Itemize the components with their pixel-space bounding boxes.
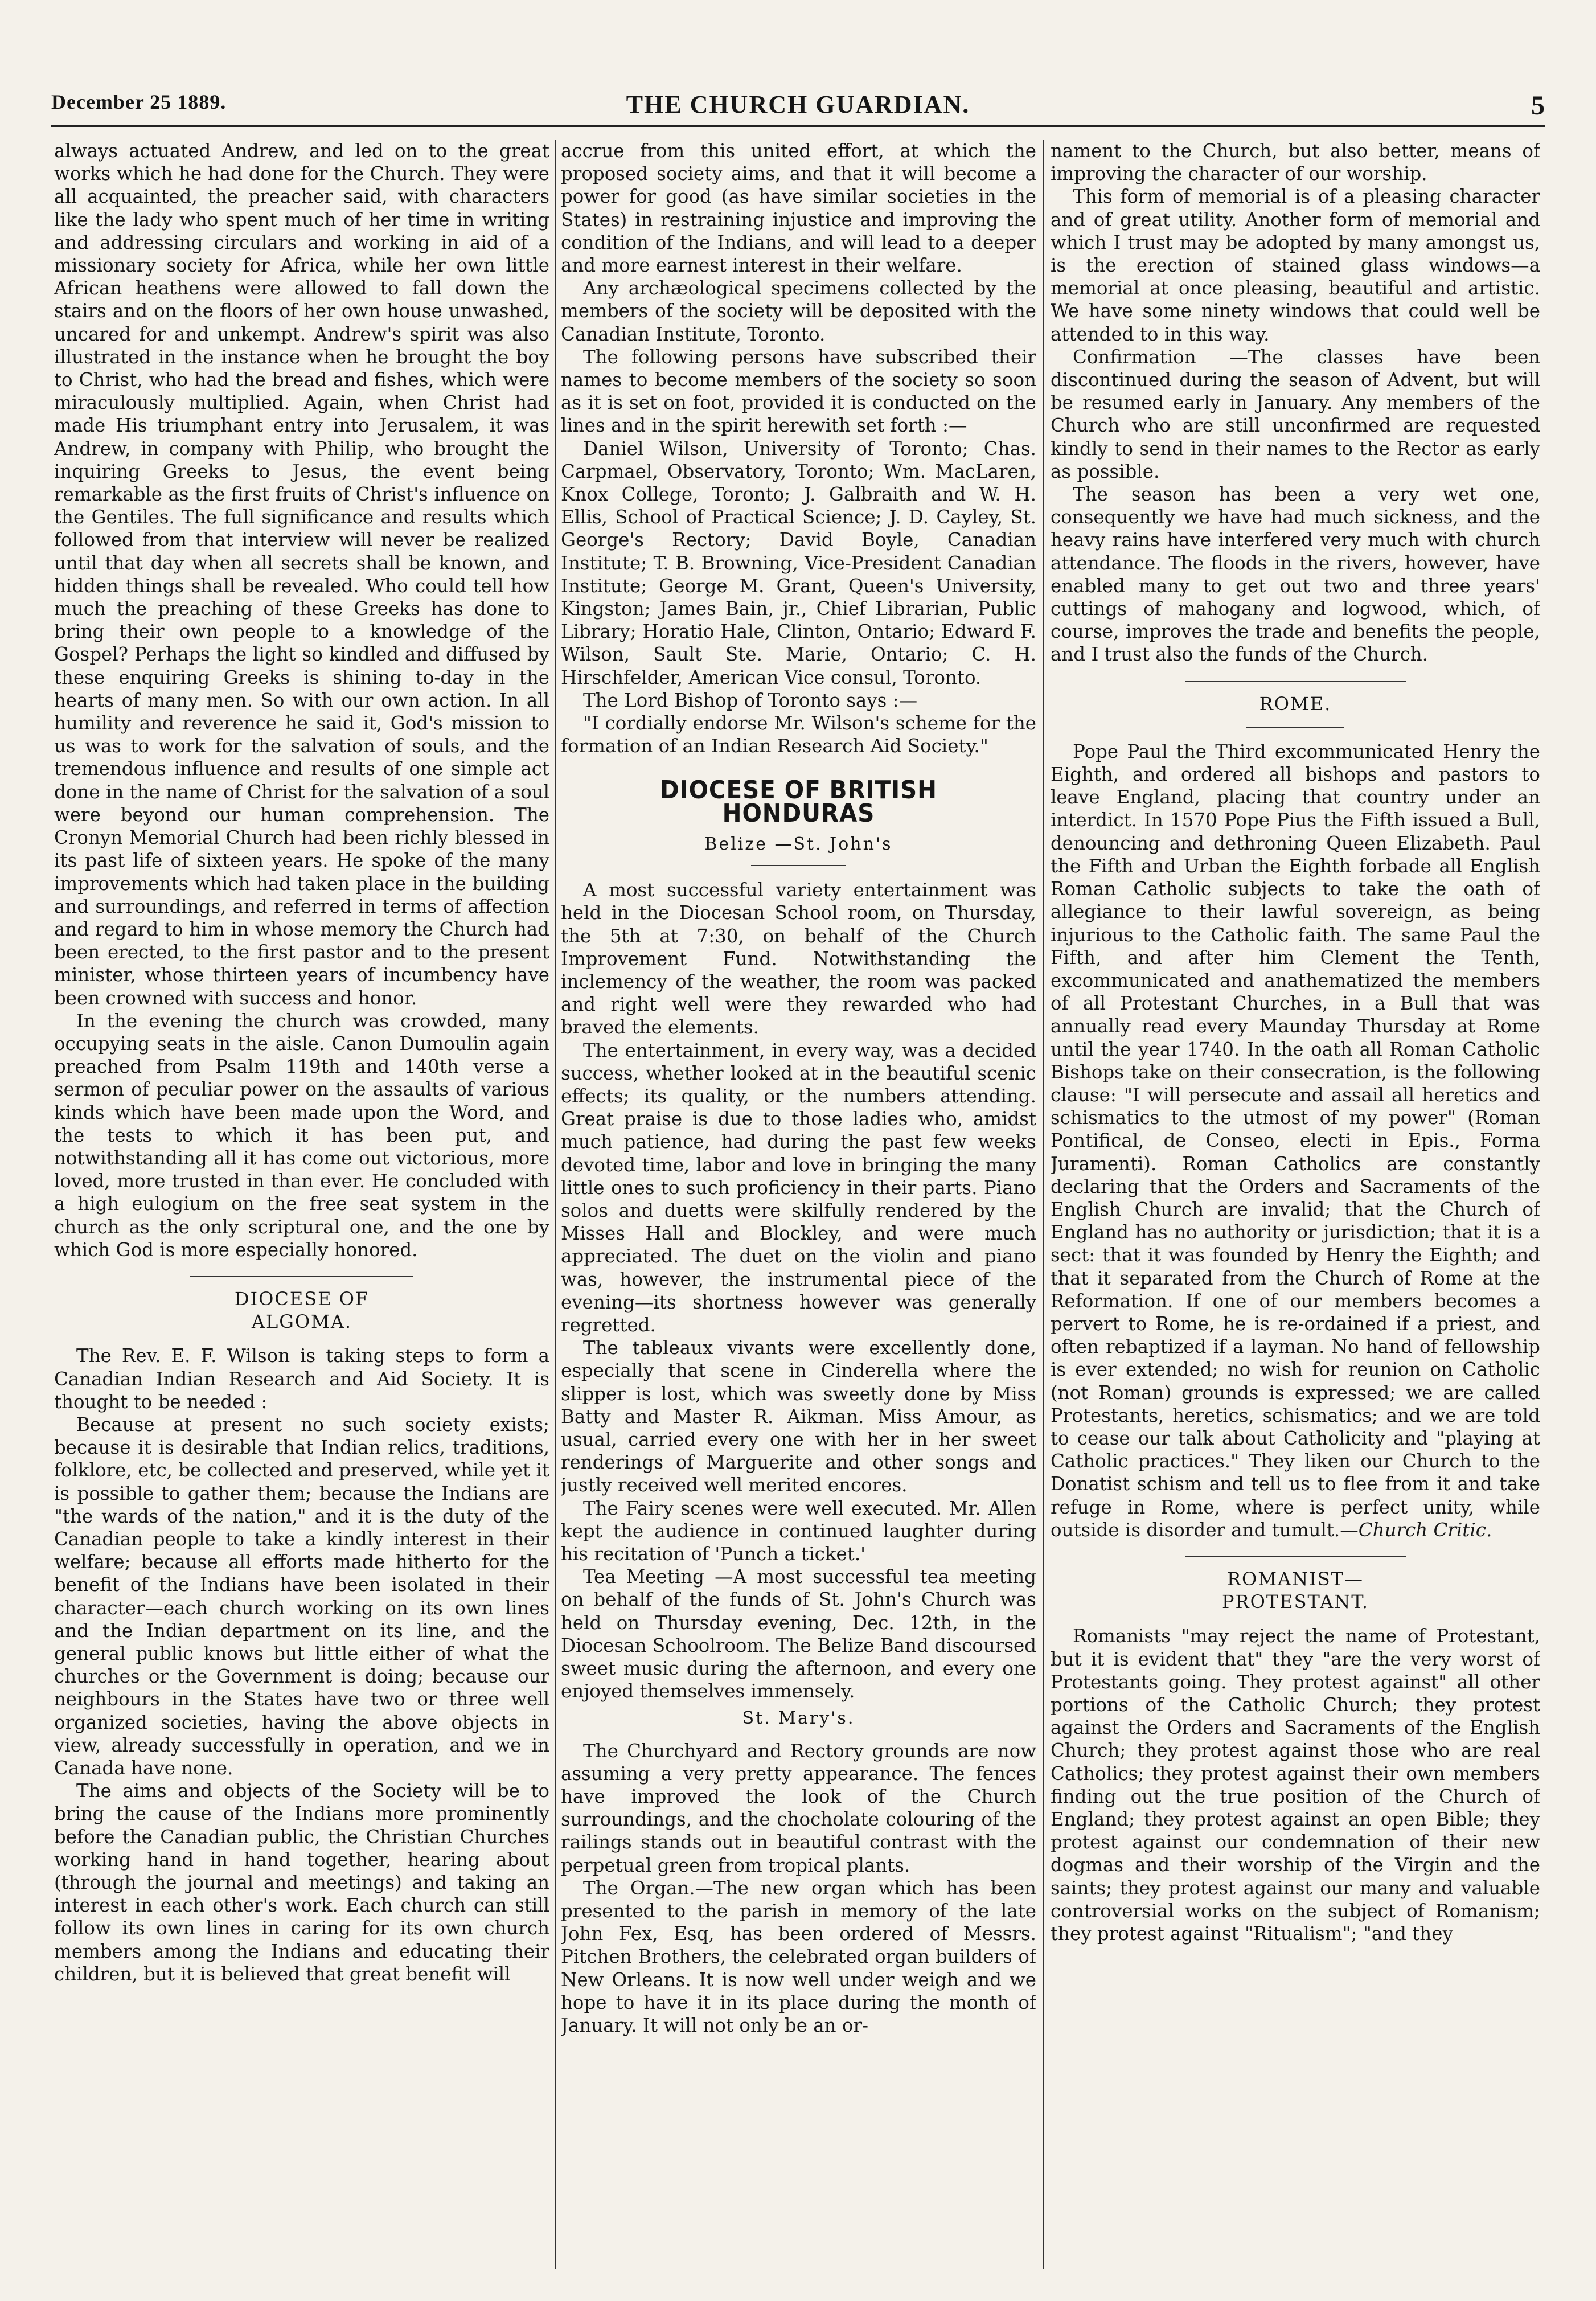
paragraph: Any archæological specimens collected by the members of the society will be deposited with the Canadian Institute, Toronto. xyxy=(561,277,1036,345)
paragraph: The season has been a very wet one, consequently we have had much sickness, and the heavy rains have interfered very much with church attendance. The floods in the rivers, however, have enabled many to get out two and three years' cuttings of mahogany and logwood, which, of course, improves the trade and benefits the people, and I trust also the funds of the Church. xyxy=(1051,483,1540,666)
paragraph: nament to the Church, but also better, means of improving the character of our worship. xyxy=(1051,140,1540,185)
subheading-st-marys: St. Mary's. xyxy=(742,1708,855,1729)
paragraph: The tableaux vivants were excellently done, especially that scene in Cinderella where the slipper is lost, which was sweetly done by Miss Batty and Master R. Aikman. Miss Amour, as usual, carried every one with her in her sweet renderings of Marguerite and other songs and justly received well merited encores. xyxy=(561,1337,1036,1496)
section-heading-british-honduras: DIOCESE OF BRITISH HONDURAS xyxy=(660,776,937,828)
paragraph: "I cordially endorse Mr. Wilson's scheme for the formation of an Indian Research Aid Society." xyxy=(561,712,1036,757)
divider xyxy=(751,865,846,866)
paragraph: The aims and objects of the Society will be to bring the cause of the Indians more prominently before the Canadian public, the Christian Churches working hand in hand together, hearing about (through the journal and meetings) and taking an interest in each other's work. Each church can still follow its own lines in caring for its own church members among the Indians and educating their children, but it is believed that great benefit will xyxy=(54,1780,549,1985)
paragraph: The Churchyard and Rectory grounds are now assuming a very pretty appearance. The fences have improved the look of the Church surroundings, and the chocholate colouring of the railings stands out in beautiful contrast with the perpetual green from tropical plants. xyxy=(561,1740,1036,1876)
column-3 xyxy=(1051,140,1540,2269)
paragraph-text: Pope Paul the Third excommunicated Henry the Eighth, and ordered all bishops and pastors to leave England, placing that country under an interdict. In 1570 Pope Pius the Fifth issued a Bull, denouncing and dethroning Queen Elizabeth. Paul the Fifth and Urban the Eighth forbade all English Roman Catholic subjects to take the oath of allegiance to their lawful sovereign, as being injurious to the Catholic faith. The same Paul the Fifth, and after him Clement the Tenth, excommunicated and anathematized the members of all Protestant Churches, in a Bull that was annually read every Maunday Thursday at Rome until the year 1740. In the oath all Roman Catholic Bishops take on their consecration, is the following clause: "I will persecute and assail all heretics and schismatics to the utmost of my power" (Roman Pontifical, de Conseo, electi in Epis., Forma Juramenti). Roman Catholics are constantly declaring that the Orders and Sacraments of the English Church are invalid; that the Church of England has no authority or jurisdiction; that it is a sect: that it was founded by Henry the Eighth; and that it separated from the Church of Rome at the Reformation. If one of our members becomes a pervert to Rome, he is re-ordained if a priest, and often rebaptized if a layman. No hand of fellowship is ever extended; no wish for reunion on Catholic (not Roman) grounds is expressed; we are called Protestants, heretics, schismatics; and we are told to cease our talk about Catholicity and "playing at Catholic practices." They liken our Church to the Donatist schism and tell us to flee from it and take refuge in Rome, where is perfect unity, while outside is disorder and tumult.— xyxy=(1051,740,1540,1541)
issue-date: December 25 1889. xyxy=(51,91,227,113)
newspaper-title: THE CHURCH GUARDIAN. xyxy=(626,91,970,118)
source-attribution: Church Critic. xyxy=(1358,1519,1492,1541)
column-rule xyxy=(1043,140,1044,2269)
paragraph: Romanists "may reject the name of Protestant, but it is evident that" they "are the very worst of Protestants going. They protest against" all other portions of the Catholic Church; they protest against the Orders and Sacraments of the English Church; they protest against those who are real Catholics; they protest against their own members finding out the true position of the Church of England; they protest against an open Bible; they protest against our condemnation of their new dogmas and their worship of the Virgin and the saints; they protest against our many and valuable controversial works on the subject of Romanism; they protest against "Ritualism"; "and they xyxy=(1051,1625,1540,1945)
column-2 xyxy=(561,140,1036,2269)
masthead xyxy=(51,85,1545,127)
paragraph: always actuated Andrew, and led on to the great works which he had done for the Church. They were all acquainted, the preacher said, with characters like the lady who spent much of her time in writing and addressing circulars and working in aid of a missionary society for Africa, while her own little African heathens were allowed to fall down the stairs and on the floors of her own house unwashed, uncared for and unkempt. Andrew's spirit was also illustrated in the instance when he brought the boy to Christ, who had the bread and fishes, which were miraculously multiplied. Again, when Christ had made His triumphant entry into Jerusalem, it was Andrew, in company with Philip, who brought the inquiring Greeks to Jesus, the event being remarkable as the first fruits of Christ's influence on the Gentiles. The full significance and results which followed from that interview will never be realized until that day when all secrets shall be known, and hidden things shall be revealed. Who could tell how much the preaching of these Greeks has done to bring their own people to a knowledge of the Gospel? Perhaps the light so kindled and diffused by these enquiring Greeks is shining to-day in the hearts of many men. So with our own action. In all humility and reverence he said it, God's mission to us was to work for the salvation of souls, and the tremendous influence and results of one simple act done in the name of Christ for the salvation of a soul were beyond our human comprehension. The Cronyn Memorial Church had been richly blessed in its past life of sixteen years. He spoke of the many improvements which had taken place in the building and surroundings, and referred in terms of affection and regard to him in whose memory the Church had been erected, to the first pastor and to the present minister, whose thirteen years of incumbency have been crowned with success and honor. xyxy=(54,140,549,1009)
column-rule xyxy=(555,140,556,2269)
paragraph: The Rev. E. F. Wilson is taking steps to form a Canadian Indian Research and Aid Society. It is thought to be needed : xyxy=(54,1345,549,1413)
paragraph: The Lord Bishop of Toronto says :— xyxy=(583,689,918,711)
paragraph: The entertainment, in every way, was a decided success, whether looked at in the beautiful scenic effects; its quality, or the numbers attending. Great praise is due to those ladies who, amidst much patience, had during the past few weeks devoted time, labor and love in bringing the many little ones to such proficiency in their parts. Piano solos and duetts were skilfully rendered by the Misses Hall and Blockley, and were much appreciated. The duet on the violin and piano was, however, the instrumental piece of the evening—its shortness however was generally regretted. xyxy=(561,1039,1036,1336)
paragraph: The following persons have subscribed their names to become members of the society so soon as it is set on foot, provided it is conducted on the lines and in the spirit herewith set forth :— xyxy=(561,346,1036,437)
paragraph: This form of memorial is of a pleasing character and of great utility. Another form of memorial and which I trust may be adopted by many amongst us, is the erection of stained glass windows—a memorial at once pleasing, beautiful and artistic. We have some ninety windows that could well be attended to in this way. xyxy=(1051,186,1540,345)
paragraph: accrue from this united effort, at which the proposed society aims, and that it will become a power for good (as have similar societies in the States) in restraining injustice and improving the condition of the Indians, and will lead to a deeper and more earnest interest in their welfare. xyxy=(561,140,1036,277)
paragraph xyxy=(1051,740,1540,1541)
paragraph: In the evening the church was crowded, many occupying seats in the aisle. Canon Dumoulin again preached from Psalm 119th and 140th verse a sermon of peculiar power on the assaults of various kinds which have been made upon the Word, and the tests to which it has been put, and notwithstanding all it has come out victorious, more loved, more trusted in than ever. He concluded with a high eulogium on the free seat system in the church as the only scriptural one, and the one by which God is more especially honored. xyxy=(54,1010,549,1261)
paragraph: Tea Meeting —A most successful tea meeting on behalf of the funds of St. John's Church was held on Thursday evening, Dec. 12th, in the Diocesan Schoolroom. The Belize Band discoursed sweet music during the afternoon, and every one enjoyed themselves immensely. xyxy=(561,1566,1036,1703)
section-heading-romanist-protestant: ROMANIST—PROTESTANT. xyxy=(1185,1556,1406,1613)
column-1 xyxy=(54,140,549,2269)
paragraph: Daniel Wilson, University of Toronto; Chas. Carpmael, Observatory, Toronto; Wm. MacLaren, Knox College, Toronto; J. Galbraith and W. H. Ellis, School of Practical Science; J. D. Cayley, St. George's Rectory; David Boyle, Canadian Institute; T. B. Browning, Vice-President Canadian Institute; George M. Grant, Queen's University, Kingston; James Bain, jr., Chief Librarian, Public Library; Horatio Hale, Clinton, Ontario; Edward F. Wilson, Sault Ste. Marie, Ontario; C. H. Hirschfelder, American Vice consul, Toronto. xyxy=(561,437,1036,688)
paragraph: The Fairy scenes were well executed. Mr. Allen kept the audience in continued laughter during his recitation of 'Punch a ticket.' xyxy=(561,1497,1036,1565)
page-number: 5 xyxy=(1531,91,1545,121)
section-heading-rome: ROME. xyxy=(1185,681,1406,715)
paragraph: Confirmation —The classes have been discontinued during the season of Advent, but will be resumed early in January. Any members of the Church who are still unconfirmed are requested kindly to send in their names to the Rector as early as possible. xyxy=(1051,346,1540,482)
subheading-belize: Belize —St. John's xyxy=(704,834,893,854)
divider xyxy=(1246,727,1344,728)
paragraph: The Organ.—The new organ which has been presented to the parish in memory of the late John Fex, Esq, has been ordered of Messrs. Pitchen Brothers, the celebrated organ builders of New Orleans. It is now well under weigh and we hope to have it in its place during the month of January. It will not only be an or- xyxy=(561,1877,1036,2037)
section-heading-algoma: DIOCESE OF ALGOMA. xyxy=(190,1276,413,1333)
paragraph: Because at present no such society exists; because it is desirable that Indian relics, traditions, folklore, etc, be collected and preserved, while yet it is possible to gather them; because the Indians are "the wards of the nation," and it is the duty of the Canadian people to take a kindly interest in their welfare; because all efforts made hitherto for the benefit of the Indians have been isolated in their character—each church working on its own lines and the Indian department on its line, and the general public knows but little either of what the churches or the Government is doing; because our neighbours in the States have two or three well organized societies, having the above objects in view, already successfully in operation, and we in Canada have none. xyxy=(54,1413,549,1779)
paragraph: A most successful variety entertainment was held in the Diocesan School room, on Thursday, the 5th at 7:30, on behalf of the Church Improvement Fund. Notwithstanding the inclemency of the weather, the room was packed and right well were they rewarded who had braved the elements. xyxy=(561,879,1036,1039)
